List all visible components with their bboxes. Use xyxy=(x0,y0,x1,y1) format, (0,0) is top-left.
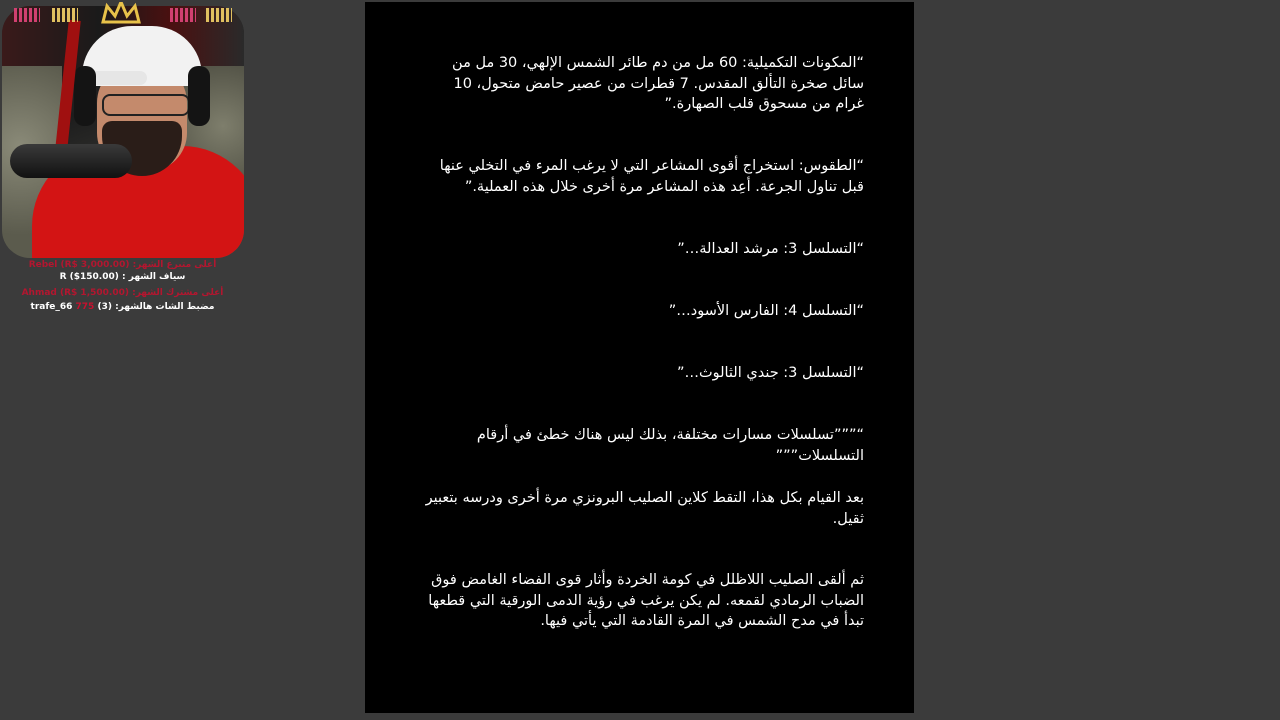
paragraph: “المكونات التكميلية: 60 مل من دم طائر الشمس الإلهي، 30 مل من سائل صخرة التألق المقدس. 7 قطرات من عصير حامض متحول، 10 غرام من مسحوق قلب الصهارة.” xyxy=(452,55,864,112)
frame-decoration xyxy=(14,8,40,22)
paragraph: “التسلسل 4: الفارس الأسود…” xyxy=(668,303,864,319)
top-donor-line: أعلى متبرع الشهر: Rebel (R$ 3,000.00) xyxy=(28,260,217,270)
paragraph: “التسلسل 3: مرشد العدالة…” xyxy=(677,241,864,257)
webcam-overlay xyxy=(2,6,244,258)
top-sub-line: سياف الشهر : R ($150.00) xyxy=(59,272,186,282)
chat-moderator-suffix: 775 xyxy=(75,302,95,312)
top-member-line: أعلى مشترك الشهر: Ahmad (R$ 1,500.00) xyxy=(21,288,224,298)
headphone-right xyxy=(188,66,210,126)
chat-moderator-line xyxy=(0,302,245,312)
paragraph: “التسلسل 3: جندي الثالوث…” xyxy=(676,365,864,381)
streamer-glasses xyxy=(102,94,190,116)
paragraph: “”””تسلسلات مسارات مختلفة، بذلك ليس هناك خطئ في أرقام التسلسلات””” xyxy=(476,427,864,464)
headphone-left xyxy=(74,66,96,126)
frame-decoration xyxy=(206,8,232,22)
document-panel[interactable] xyxy=(365,2,914,713)
chat-moderator-label: مضبط الشات هالشهر: (3) trafe_66 xyxy=(30,302,215,312)
microphone xyxy=(10,144,132,178)
paragraph: ثم ألقى الصليب اللاظلل في كومة الخردة وأثار قوى الفضاء الغامض فوق الضباب الرمادي لقمعه. لم يكن يرغب في رؤية الدمى الورقية التي قطعها تبدأ في مدح الشمس في المرة القادمة التي يأتي فيها. xyxy=(428,572,864,629)
crown-icon xyxy=(101,2,141,24)
paragraph: “الطقوس: استخراج أقوى المشاعر التي لا يرغب المرء في التخلي عنها قبل تناول الجرعة. أعِد هذه المشاعر مرة أخرى خلال هذه العملية.” xyxy=(439,158,864,195)
frame-decoration xyxy=(52,8,78,22)
paragraph: بعد القيام بكل هذا، التقط كلاين الصليب البرونزي مرة أخرى ودرسه بتعبير ثقيل. xyxy=(425,490,864,527)
frame-decoration xyxy=(170,8,196,22)
